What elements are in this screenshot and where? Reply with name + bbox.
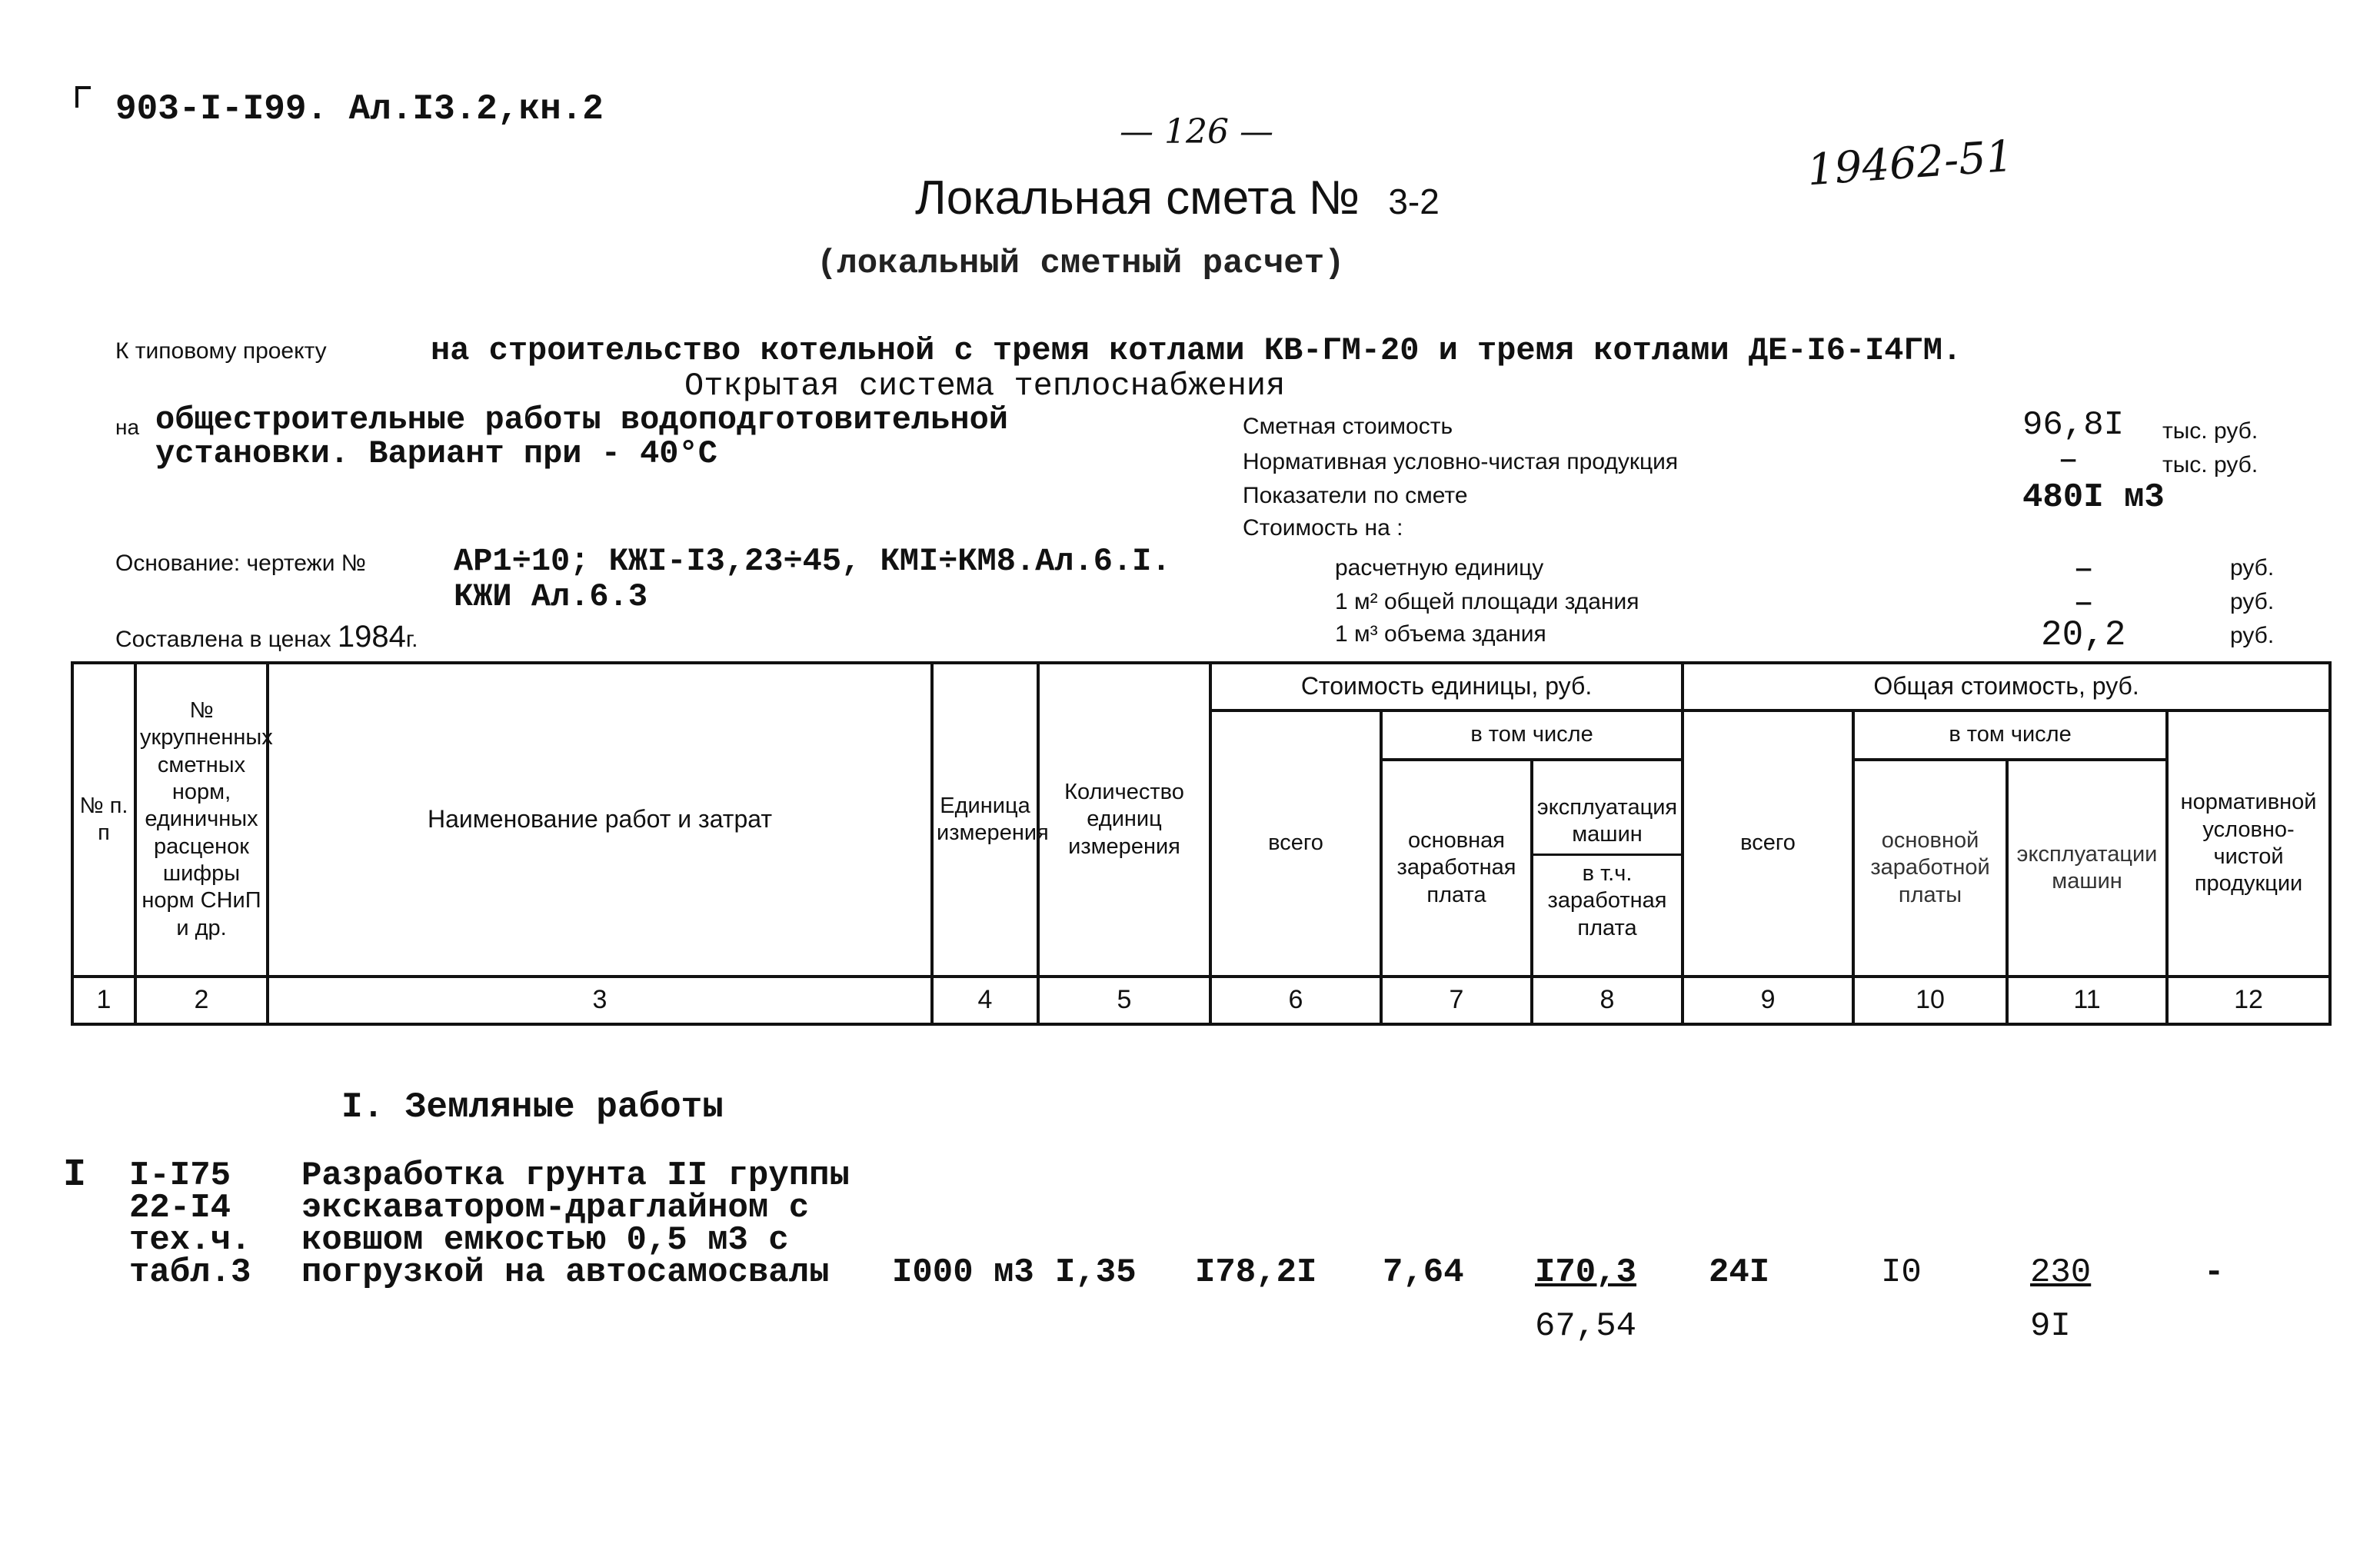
col-number-11: 11 bbox=[2007, 977, 2167, 1024]
header-name: Наименование работ и затрат bbox=[268, 663, 932, 977]
header-total-ekspl: эксплуатации машин bbox=[2007, 760, 2167, 977]
estimate-table-header bbox=[71, 661, 2332, 1026]
document-title bbox=[915, 171, 1440, 225]
row-cost-wage: 7,64 bbox=[1383, 1253, 1464, 1292]
header-total-vsego: всего bbox=[1683, 710, 1853, 977]
project-line-2: Открытая система теплоснабжения bbox=[684, 368, 1286, 404]
header-unit: Единица измерения bbox=[932, 663, 1038, 977]
col-number-12: 12 bbox=[2167, 977, 2330, 1024]
col-number-7: 7 bbox=[1381, 977, 1532, 1024]
document-subtitle: (локальный сметный расчет) bbox=[817, 245, 1345, 283]
prices-suffix: г. bbox=[405, 627, 418, 652]
ploshchad-unit: руб. bbox=[2230, 589, 2275, 614]
title-number: 3-2 bbox=[1388, 181, 1440, 221]
header-total-vtomchisle: в том числе bbox=[1853, 710, 2167, 760]
row-name-3: ковшом емкостью 0,5 м3 с bbox=[301, 1221, 789, 1259]
obem-value: 20,2 bbox=[2041, 615, 2126, 655]
row-cost-total: I78,2I bbox=[1195, 1253, 1317, 1292]
header-unit-vtomchisle: в том числе bbox=[1381, 710, 1683, 760]
pokazateli-value: 480I м3 bbox=[2022, 478, 2165, 517]
prices-year: 1984 bbox=[337, 620, 406, 654]
corner-mark bbox=[75, 86, 78, 108]
smetnaya-value: 96,8I bbox=[2022, 406, 2125, 444]
basis-line-2: КЖИ Ал.6.3 bbox=[454, 578, 648, 615]
normativnaya-label: Нормативная условно-чистая продукция bbox=[1243, 449, 1679, 474]
header-unit-ekspl-text: эксплуатация машин bbox=[1533, 790, 1681, 856]
works-na-label: на bbox=[115, 415, 140, 439]
ploshchad-value: — bbox=[2076, 589, 2092, 617]
project-label: К типовому проекту bbox=[115, 338, 327, 364]
row-code-4: табл.3 bbox=[129, 1253, 251, 1292]
registry-number: 19462-51 bbox=[1806, 131, 2016, 196]
project-line-1: на строительство котельной с тремя котлами КВ-ГМ-20 и тремя котлами ДЕ-I6-I4ГМ. bbox=[431, 332, 1962, 369]
basis-label: Основание: чертежи № bbox=[115, 551, 366, 576]
document-code: 903-I-I99. Ал.I3.2,кн.2 bbox=[115, 89, 604, 129]
row-name-1: Разработка грунта II группы bbox=[301, 1156, 850, 1195]
row-normative: - bbox=[2204, 1253, 2225, 1292]
header-unit-cost: Стоимость единицы, руб. bbox=[1210, 663, 1683, 710]
smetnaya-unit: тыс. руб. bbox=[2162, 418, 2259, 444]
raschetnuyu-label: расчетную единицу bbox=[1335, 555, 1544, 581]
header-total-cost: Общая стоимость, руб. bbox=[1683, 663, 2330, 710]
row-name-4: погрузкой на автосамосвалы bbox=[301, 1253, 830, 1292]
raschetnuyu-value: — bbox=[2076, 555, 2092, 584]
normativnaya-unit: тыс. руб. bbox=[2162, 452, 2259, 478]
works-line-1: общестроительные работы водоподготовительной bbox=[155, 401, 1008, 438]
header-unit-vsego: всего bbox=[1210, 710, 1381, 977]
col-number-2: 2 bbox=[135, 977, 268, 1024]
pokazateli-label: Показатели по смете bbox=[1243, 483, 1468, 508]
header-num: № п. п bbox=[72, 663, 135, 977]
header-unit-ekspl-sub: в т.ч. заработная плата bbox=[1547, 860, 1667, 940]
obem-unit: руб. bbox=[2230, 623, 2275, 648]
column-numbers-row bbox=[72, 977, 2330, 1024]
raschetnuyu-unit: руб. bbox=[2230, 555, 2275, 581]
page-number: — 126 — bbox=[1120, 112, 1273, 151]
row-num: I bbox=[63, 1153, 87, 1197]
row-qty: I,35 bbox=[1055, 1253, 1137, 1292]
stoimost-na-label: Стоимость на : bbox=[1243, 515, 1403, 541]
ploshchad-label: 1 м² общей площади здания bbox=[1335, 589, 1639, 614]
row-code-3: тех.ч. bbox=[129, 1221, 251, 1259]
col-number-5: 5 bbox=[1038, 977, 1210, 1024]
corner-mark-top bbox=[75, 86, 91, 89]
col-number-10: 10 bbox=[1853, 977, 2007, 1024]
smetnaya-label: Сметная стоимость bbox=[1243, 414, 1453, 439]
header-total-osnovnoy: основной заработной платы bbox=[1853, 760, 2007, 977]
row-code-1: I-I75 bbox=[129, 1156, 231, 1195]
row-cost-machine-wage: 67,54 bbox=[1535, 1307, 1637, 1346]
col-number-8: 8 bbox=[1532, 977, 1683, 1024]
section-title: I. Земляные работы bbox=[341, 1087, 724, 1127]
normativnaya-value: — bbox=[2061, 446, 2076, 474]
works-line-2: установки. Вариант при - 40°С bbox=[155, 435, 717, 472]
header-code: № укрупненных сметных норм, единичных расценок шифры норм СНиП и др. bbox=[135, 663, 268, 977]
col-number-1: 1 bbox=[72, 977, 135, 1024]
header-normativ: нормативной условно-чистой продукции bbox=[2167, 710, 2330, 977]
col-number-9: 9 bbox=[1683, 977, 1853, 1024]
col-number-6: 6 bbox=[1210, 977, 1381, 1024]
title-prefix: Локальная смета № bbox=[915, 171, 1360, 225]
row-cost-machine: I70,3 bbox=[1535, 1253, 1637, 1292]
row-total-machine-wage: 9I bbox=[2030, 1307, 2071, 1346]
header-unit-osnovnaya: основная заработная плата bbox=[1381, 760, 1532, 977]
header-qty: Количество единиц измерения bbox=[1038, 663, 1210, 977]
row-unit: I000 м3 bbox=[892, 1253, 1034, 1292]
header-unit-ekspl bbox=[1532, 760, 1683, 977]
prices-label bbox=[115, 620, 418, 654]
col-number-3: 3 bbox=[268, 977, 932, 1024]
row-total-wage: I0 bbox=[1881, 1253, 1922, 1292]
col-number-4: 4 bbox=[932, 977, 1038, 1024]
row-total-machine: 230 bbox=[2030, 1253, 2092, 1292]
row-total: 24I bbox=[1709, 1253, 1770, 1292]
obem-label: 1 м³ объема здания bbox=[1335, 621, 1546, 647]
row-name-2: экскаватором-драглайном с bbox=[301, 1189, 810, 1227]
basis-line-1: АР1÷10; КЖI-I3,23÷45, КМI÷КМ8.Ал.6.I. bbox=[454, 543, 1171, 580]
prices-label-text: Составлена в ценах bbox=[115, 627, 331, 652]
row-code-2: 22-I4 bbox=[129, 1189, 231, 1227]
